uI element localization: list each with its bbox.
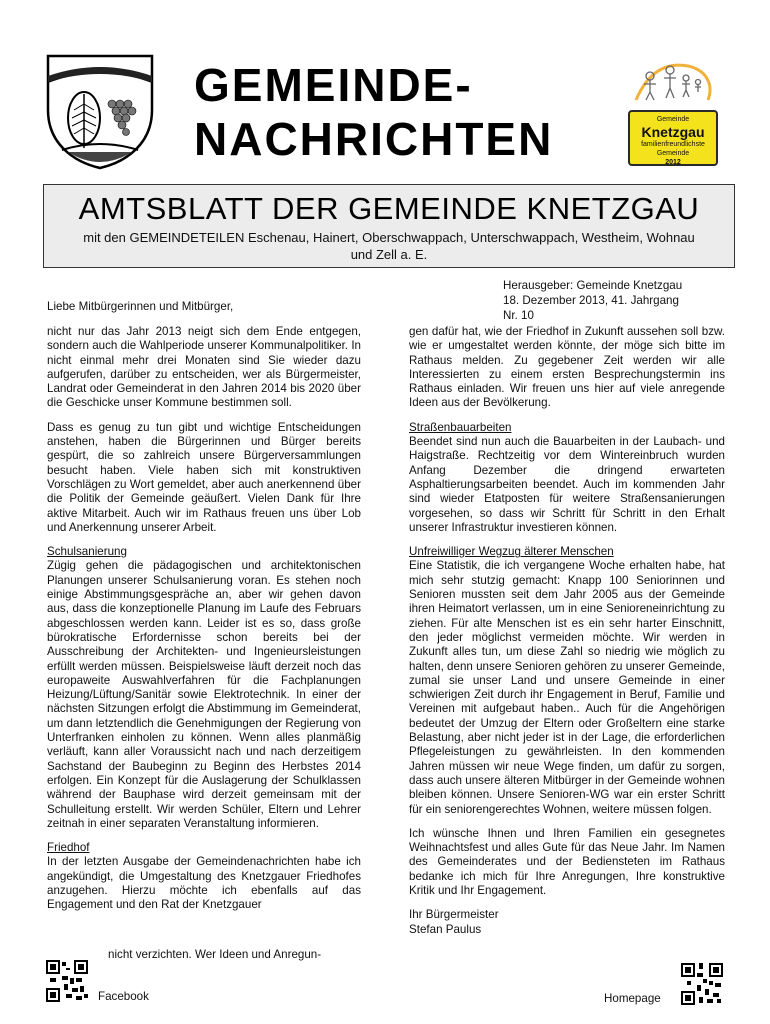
badge-line1: familienfreundlichste	[641, 141, 705, 148]
banner-subtitle: mit den GEMEINDETEILEN Eschenau, Hainert, Oberschwappach, Unterschwappach, Westheim, Wohnau und Zell a. E.	[83, 230, 695, 262]
right-paragraph-2: Beendet sind nun auch die Bauarbeiten in der Laubach- und Haigstraße. Rechtzeitig vor dem Wintereinbruch wurden Anfang Dezember die dringend erwarteten Asphaltierungsarbeiten beendet. Auch im kommenden Jahr sind wieder Etatposten für weitere Straßensanierungen vorgesehen, so dass wir Schritt für Schritt in den Erhalt unserer Infrastruktur investieren können.	[409, 435, 725, 534]
left-paragraph-4-tail: nicht verzichten. Wer Ideen und Anregun-	[108, 948, 322, 961]
masthead-title-line2: NACHRICHTEN	[194, 113, 554, 165]
left-paragraph-3: Zügig gehen die pädagogischen und architektonischen Planungen unserer Schulsanierung voran. Es stehen noch einige Abstimmungsgespräche an, aber wir gehen davon aus, dass die konzeptionelle Planung im Laufe des Februars abgeschlossen werden kann. Leider ist es so, dass große bürokratische Erfordernisse schon bereits bei der Ausschreibung der Architekten- und Ingenieursleistungen erfüllt werden müssen. Beispielsweise läuft derzeit noch das europaweite Auswahlverfahren für die Fachplanungen Heizung/Lüftung/Sanitär sowie Elektrotechnik. In einer der nächsten Sitzungen erfolgt die Abstimmung im Gemeinderat, um dann letztendlich die Genehmigungen der Regierung von Unterfranken einholen zu können. Wenn alles planmäßig verläuft, kann aller Voraussicht nach und nach derzeitigem Sachstand der Baubeginn zu Beginn des Herbstes 2014 erfolgen. Ein Konzept für die Auslagerung der Schulklassen während der Bauphase wird derzeit gemeinsam mit der Schulleitung erstellt. Wir werden Schüler, Eltern und Lehrer zeitnah in einer separaten Veranstaltung informieren.	[47, 559, 361, 830]
heading-wegzug: Unfreiwilliger Wegzug älterer Menschen	[409, 545, 614, 559]
left-paragraph-1: nicht nur das Jahr 2013 neigt sich dem Ende entgegen, sondern auch die Wahlperiode unserer Kommunalpolitiker. In nicht einmal mehr drei Monaten sind Sie wieder dazu aufgerufen, darüber zu entscheiden, wer als Bürgermeister, Landrat oder Gemeinderat in den Jahren 2014 bis 2020 über die Geschicke unser Kommune bestimmen soll.	[47, 325, 361, 410]
facebook-qr-code-icon[interactable]	[46, 960, 88, 1002]
family-logo-icon	[628, 54, 720, 110]
right-column	[409, 325, 725, 937]
badge-line2: Gemeinde	[656, 150, 690, 157]
badge-year: 2012	[665, 159, 681, 166]
heading-schulsanierung: Schulsanierung	[47, 545, 127, 559]
right-paragraph-4: Ich wünsche Ihnen und Ihren Familien ein gesegnetes Weihnachtsfest und alles Gute für das Neue Jahr. Im Namen des Gemeinderates und der Bediensteten im Rathaus bedanke ich mich für Ihre Anregungen, Ihre konstruktive Kritik und Ihr Engagement.	[409, 826, 725, 897]
greeting: Liebe Mitbürgerinnen und Mitbürger,	[47, 300, 234, 313]
masthead-title-line1: GEMEINDE-	[194, 59, 473, 111]
signature-line2: Stefan Paulus	[409, 922, 482, 936]
banner-title: AMTSBLATT DER GEMEINDE KNETZGAU	[78, 191, 700, 226]
badge-name: Knetzgau	[641, 124, 705, 140]
homepage-qr-code-icon[interactable]	[681, 963, 723, 1005]
heading-friedhof: Friedhof	[47, 841, 90, 855]
publisher-line2: 18. Dezember 2013, 41. Jahrgang	[503, 294, 679, 307]
right-paragraph-3: Eine Statistik, die ich vergangene Woche erhalten habe, hat mich sehr stutzig gemacht: Knapp 100 Seniorinnen und Senioren mussten seit dem Jahr 2005 aus der Gemeinde ihren Heimatort verlassen, um in eine Senioreneinrichtung zu ziehen. Für alte Menschen ist es ein sehr harter Einschnitt, den jeder möglichst vermeiden möchte. Wir werden in Zukunft alles tun, um diese Zahl so niedrig wie möglich zu halten, denn unsere Senioren gehören zu unserer Gemeinde, zumal sie unser Land und unsere Gemeinde in einer schwierigen Zeit durch ihr Engagement in Beruf, Familie und Vereinen mit aufgebaut haben.. Auch für die Angehörigen bedeutet der Umzug der Eltern oder Großeltern eine starke Belastung, aber nicht jeder ist in der Lage, die erforderlichen Pflegeleistungen zu gewährleisten. In den kommenden Jahren müssen wir neue Wege finden, um dafür zu sorgen, dass auch unsere älteren Mitbürger in der Gemeinde wohnen bleiben können. Unsere Senioren-WG war ein erster Schritt für ein seniorengerechtes Wohnen, weitere müssen folgen.	[409, 559, 725, 816]
left-column	[47, 325, 361, 913]
knetzgau-badge	[628, 110, 718, 166]
amtsblatt-banner	[43, 184, 735, 268]
homepage-label[interactable]: Homepage	[604, 992, 661, 1005]
publisher-line3: Nr. 10	[503, 309, 534, 322]
facebook-label[interactable]: Facebook	[98, 990, 149, 1003]
right-paragraph-1: gen dafür hat, wie der Friedhof in Zukunft aussehen soll bzw. wie er umgestaltet werden könnte, der möge sich bitte im Rathaus melden. Zu gegebener Zeit werden wir alle Interessierten zu einem ersten Besprechungstermin ins Rathaus einladen. Wir freuen uns hier auf viele anregende Ideen aus der Bevölkerung.	[409, 325, 725, 410]
heading-strassenbauarbeiten: Straßenbauarbeiten	[409, 420, 512, 434]
publisher-line1: Herausgeber: Gemeinde Knetzgau	[503, 279, 683, 292]
signature-line1: Ihr Bürgermeister	[409, 908, 499, 922]
left-paragraph-4: In der letzten Ausgabe der Gemeindenachrichten habe ich angekündigt, die Umgestaltung des Knetzgauer Friedhofes anzugehen. Hierzu möchte ich ebenfalls auf das Engagement und den Rat der Knetzgauer	[47, 855, 361, 912]
badge-top: Gemeinde	[656, 116, 690, 123]
coat-of-arms-icon	[44, 52, 156, 170]
publisher-info	[503, 278, 682, 323]
left-paragraph-2: Dass es genug zu tun gibt und wichtige Entscheidungen anstehen, haben die Bürgerinnen und Bürger bereits gespürt, die so zahlreich unsere Bürgerversammlungen besucht haben. Viele haben sich mit konstruktiven Vorschlägen zu Wort gemeldet, aber auch anerkennend über die Politik der Gemeinde geäußert. Vielen Dank für Ihre aktive Mitarbeit. Auch wir im Rathaus freuen uns über Lob und Anerkennung unserer Arbeit.	[47, 420, 361, 534]
